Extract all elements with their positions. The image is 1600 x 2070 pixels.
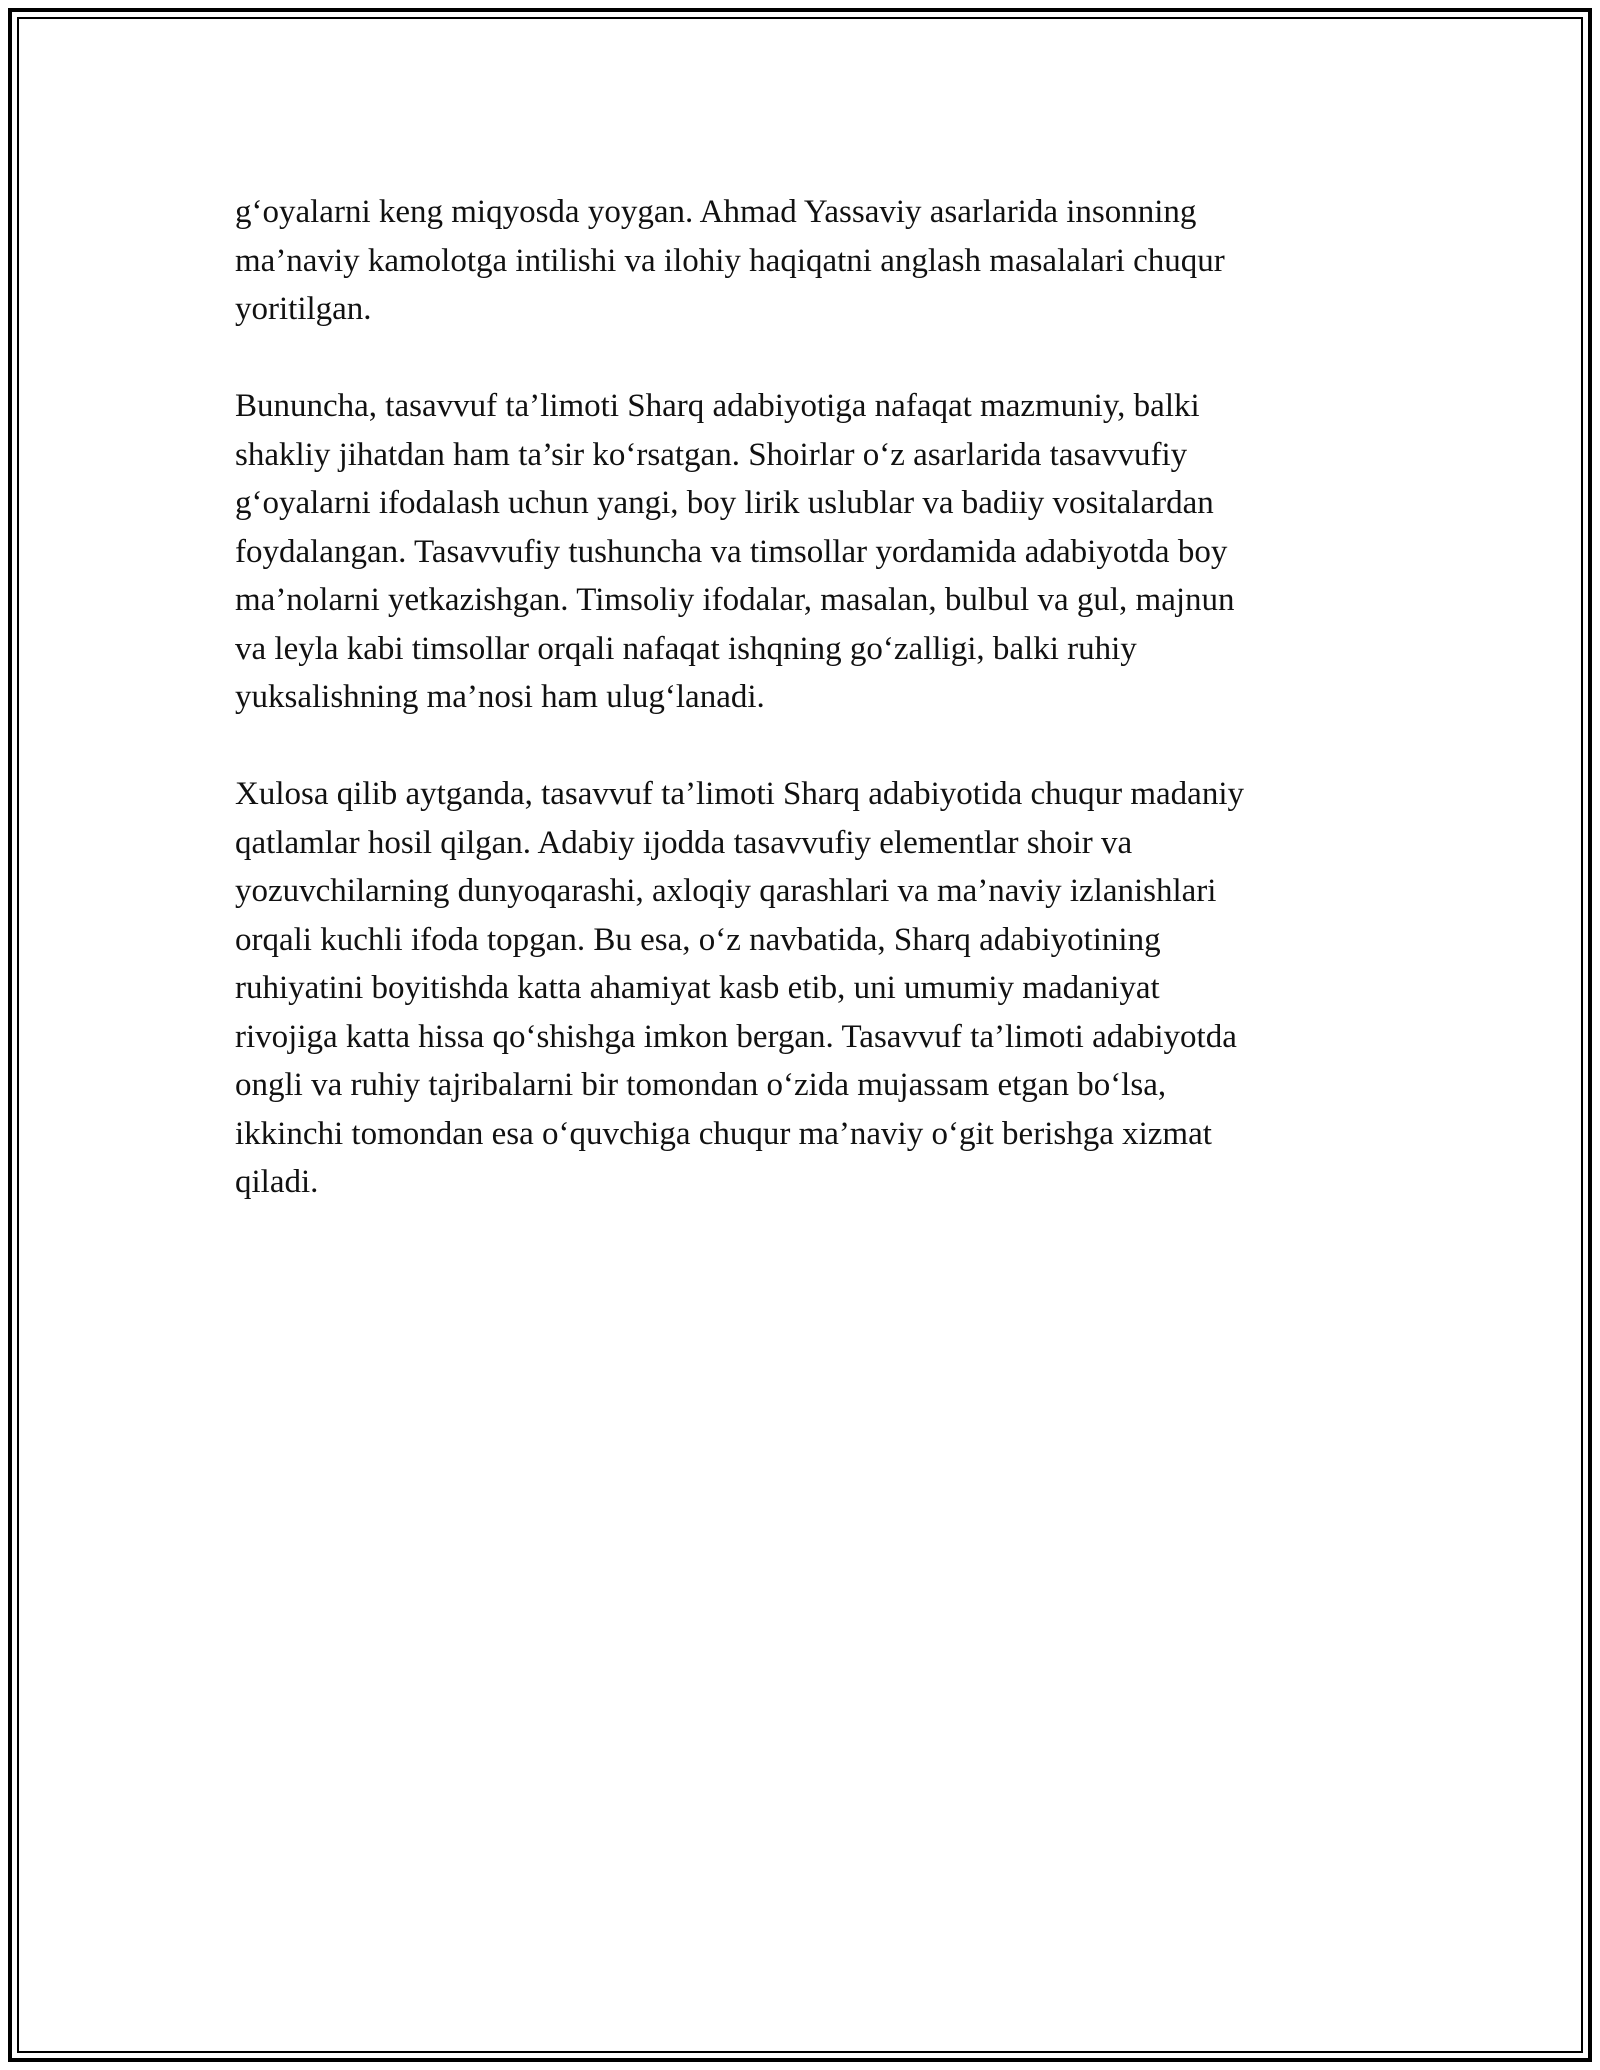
text-line: ikkinchi tomondan esa o‘quvchiga chuqur ma’naviy o‘git berishga xizmat (235, 1115, 1212, 1152)
text-line: shakliy jihatdan ham ta’sir ko‘rsatgan. Shoirlar o‘z asarlarida tasavvufiy (235, 436, 1188, 473)
text-line: yoritilgan. (235, 291, 372, 327)
text-line: yuksalishning ma’nosi ham ulug‘lanadi. (235, 679, 765, 715)
paragraph-2 (235, 382, 1375, 722)
text-line: yozuvchilarning dunyoqarashi, axloqiy qarashlari va ma’naviy izlanishlari (235, 873, 1217, 909)
text-line: Bununcha, tasavvuf ta’limoti Sharq adabiyotiga nafaqat mazmuniy, balki (235, 388, 1200, 424)
paragraph-1 (235, 188, 1375, 334)
text-line: ma’nolarni yetkazishgan. Timsoliy ifodalar, masalan, bulbul va gul, majnun (235, 582, 1235, 618)
text-line: orqali kuchli ifoda topgan. Bu esa, o‘z navbatida, Sharq adabiyotining (235, 921, 1161, 958)
text-line: g‘oyalarni ifodalash uchun yangi, boy lirik uslublar va badiiy vositalardan (235, 485, 1214, 521)
text-line: qatlamlar hosil qilgan. Adabiy ijodda tasavvufiy elementlar shoir va (235, 824, 1133, 861)
text-line: Xulosa qilib aytganda, tasavvuf ta’limoti Sharq adabiyotida chuqur madaniy (235, 776, 1244, 812)
text-line: rivojiga katta hissa qo‘shishga imkon bergan. Tasavvuf ta’limoti adabiyotda (235, 1018, 1237, 1055)
text-line: ongli va ruhiy tajribalarni bir tomondan o‘zida mujassam etgan bo‘lsa, (235, 1067, 1167, 1103)
document-body (235, 188, 1375, 1255)
text-line: qiladi. (235, 1164, 319, 1200)
text-line: ruhiyatini boyitishda katta ahamiyat kasb etib, uni umumiy madaniyat (235, 970, 1160, 1006)
paragraph-3 (235, 770, 1375, 1207)
text-line: foydalangan. Tasavvufiy tushuncha va timsollar yordamida adabiyotda boy (235, 533, 1228, 570)
text-line: g‘oyalarni keng miqyosda yoygan. Ahmad Yassaviy asarlarida insonning (235, 194, 1197, 230)
text-line: va leyla kabi timsollar orqali nafaqat ishqning go‘zalligi, balki ruhiy (235, 630, 1137, 667)
text-line: ma’naviy kamolotga intilishi va ilohiy haqiqatni anglash masalalari chuqur (235, 242, 1225, 279)
